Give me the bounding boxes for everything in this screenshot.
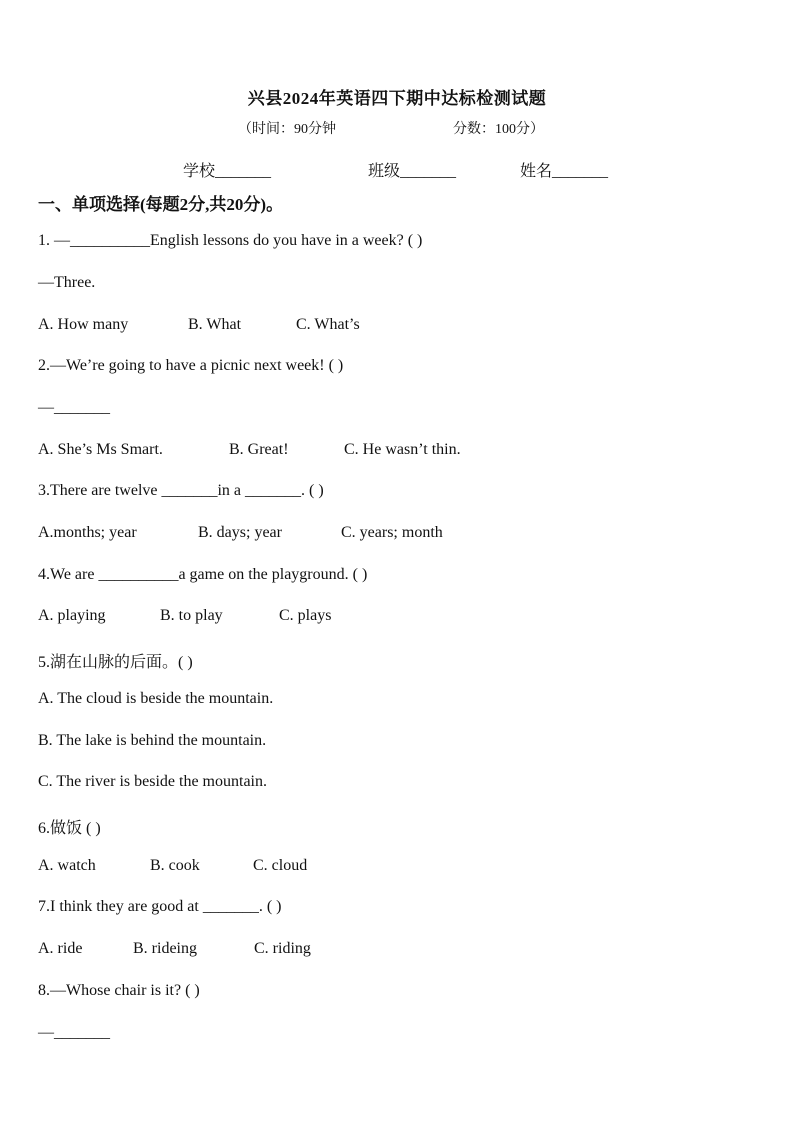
question-1-answer: —Three. — [38, 274, 96, 291]
question-2-answer: —_______ — [38, 399, 110, 416]
school-field: 学校_______ — [183, 163, 272, 180]
question-7-options — [38, 940, 311, 958]
option-b: B. days; year — [198, 524, 282, 541]
question-6-options — [38, 857, 307, 875]
exam-time: （时间：90分钟 — [238, 122, 336, 137]
option-a: A. ride — [38, 940, 83, 957]
question-3-options — [38, 524, 443, 542]
name-field: 姓名_______ — [520, 163, 609, 180]
option-b: B. cook — [150, 857, 200, 874]
question-2-options — [38, 441, 461, 459]
option-b: B. Great! — [229, 441, 289, 458]
section-heading: 一、单项选择(每题2分,共20分)。 — [38, 195, 284, 214]
question-7-stem: 7.I think they are good at _______. ( ) — [38, 898, 282, 915]
option-a: A. She’s Ms Smart. — [38, 441, 163, 458]
question-5-stem: 5.湖在山脉的后面。( ) — [38, 654, 193, 671]
option-c: C. What’s — [296, 316, 360, 333]
option-c: C. plays — [279, 607, 332, 624]
option-c: C. cloud — [253, 857, 308, 874]
question-5-option-b: B. The lake is behind the mountain. — [38, 732, 267, 749]
question-1-stem: 1. —__________English lessons do you have in a week? ( ) — [38, 232, 423, 249]
page-title: 兴县2024年英语四下期中达标检测试题 — [247, 89, 547, 108]
option-b: B. to play — [160, 607, 223, 624]
question-5-option-a: A. The cloud is beside the mountain. — [38, 690, 274, 707]
option-a: A. How many — [38, 316, 129, 333]
question-8-answer: —_______ — [38, 1024, 110, 1041]
option-c: C. years; month — [341, 524, 443, 541]
question-4-stem: 4.We are __________a game on the playground. ( ) — [38, 566, 368, 583]
option-a: A. playing — [38, 607, 106, 624]
question-4-options — [38, 607, 331, 625]
question-8-stem: 8.—Whose chair is it? ( ) — [38, 982, 200, 999]
question-2-stem: 2.—We’re going to have a picnic next week! ( ) — [38, 357, 344, 374]
option-c: C. He wasn’t thin. — [344, 441, 461, 458]
question-5-option-c: C. The river is beside the mountain. — [38, 773, 267, 790]
question-6-stem: 6.做饭 ( ) — [38, 820, 101, 837]
option-a: A.months; year — [38, 524, 137, 541]
option-a: A. watch — [38, 857, 96, 874]
question-1-options — [38, 316, 360, 334]
option-b: B. What — [188, 316, 242, 333]
option-b: B. rideing — [133, 940, 197, 957]
question-3-stem: 3.There are twelve _______in a _______. ( ) — [38, 482, 324, 499]
option-c: C. riding — [254, 940, 311, 957]
exam-score: 分数：100分） — [453, 122, 544, 137]
class-field: 班级_______ — [368, 163, 457, 180]
